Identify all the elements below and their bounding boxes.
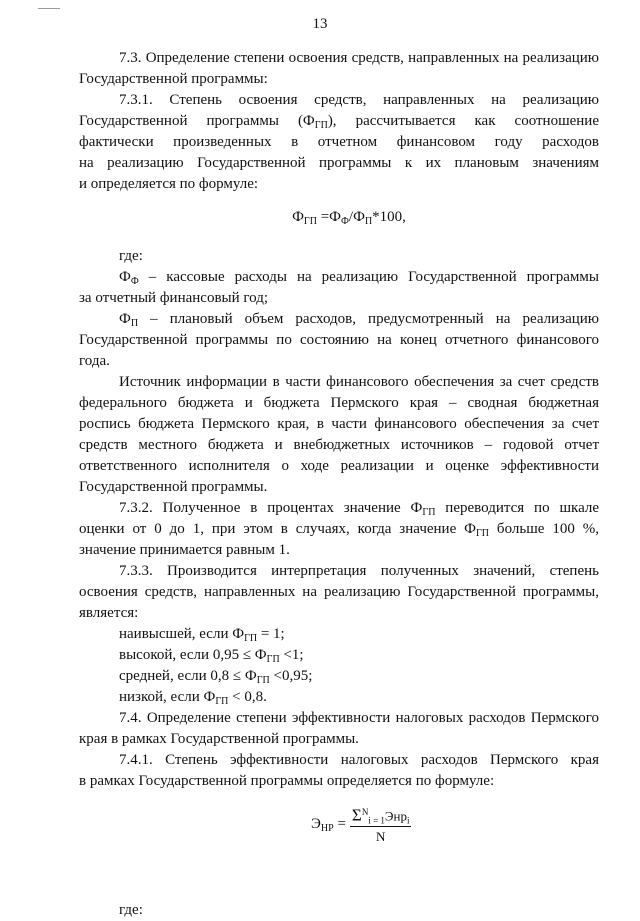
def-ff-line2: за отчетный финансовый год; <box>79 290 269 306</box>
para-7-3-2-line2: оценки от 0 до 1, при этом в случаях, когда значение $Ф_{ГП}$ больше 100 %, <box>79 521 599 539</box>
para-7-3-3-line2: освоения средств, направленных на реализацию Государственной программы, <box>79 584 599 600</box>
source-line6: Государственной программы. <box>79 479 268 495</box>
source-line5: ответственного исполнителя о ходе реализации и оценке эффективности <box>79 458 599 474</box>
level-highest: наивысшей, если $Ф_{ГП} = 1$; <box>119 626 285 644</box>
formula-enr-numerator: $\Sigma^N_{i = 1}Энр_i$ <box>351 805 410 826</box>
def-fp-line3: года. <box>79 353 110 369</box>
formula-enr-lhs: $Э_{НР}$ = <box>311 816 346 835</box>
section-7-4-line2: края в рамках Государственной программы. <box>79 731 359 747</box>
para-7-3-3-line3: является: <box>79 605 139 621</box>
para-7-3-3-line1: 7.3.3. Производится интерпретация полученных значений, степень <box>119 563 599 579</box>
para-7-3-2-line3: значение принимается равным 1. <box>79 542 290 558</box>
source-line2: федерального бюджета и бюджета Пермского края – сводная бюджетная <box>79 395 599 411</box>
def-fp-line2: Государственной программы по состоянию на конец отчетного финансового <box>79 332 599 348</box>
formula-enr-denominator: N <box>376 829 386 845</box>
para-7-3-1-line3: фактически произведенных в отчетном финансовом году расходов <box>79 134 599 150</box>
level-high: высокой, если $0,95 \le Ф_{ГП} <1$; <box>119 647 304 665</box>
formula-enr <box>79 804 599 874</box>
scan-corner-mark <box>38 8 60 9</box>
def-fp-line1: $Ф_П$ – плановый объем расходов, предусмотренный на реализацию <box>119 311 599 329</box>
para-7-3-1-line2: Государственной программы $(Ф_{ГП})$, рассчитывается как соотношение <box>79 113 599 131</box>
def-ff-line1: $Ф_Ф$ – кассовые расходы на реализацию Государственной программы <box>119 269 599 287</box>
section-7-3-title-line1: 7.3. Определение степени освоения средств, направленных на реализацию <box>119 50 599 66</box>
where-label-2: где: <box>119 902 143 918</box>
formula-fgp: $Ф_{ГП} =Ф_Ф/Ф_П*100$, <box>292 209 406 227</box>
page-number: 13 <box>312 16 328 32</box>
source-line3: роспись бюджета Пермского края, в части финансового обеспечения за счет <box>79 416 599 432</box>
source-line4: средств местного бюджета и внебюджетных источников – годовой отчет <box>79 437 599 453</box>
source-line1: Источник информации в части финансового обеспечения за счет средств <box>119 374 599 390</box>
para-7-3-1-line1: 7.3.1. Степень освоения средств, направленных на реализацию <box>119 92 599 108</box>
section-7-3-title-line2: Государственной программы: <box>79 71 268 87</box>
para-7-3-1-line5: и определяется по формуле: <box>79 176 259 192</box>
where-label-1: где: <box>119 248 143 264</box>
para-7-3-2-line1: 7.3.2. Полученное в процентах значение $Ф_{ГП}$ переводится по шкале <box>119 500 599 518</box>
para-7-4-1-line1: 7.4.1. Степень эффективности налоговых расходов Пермского края <box>119 752 599 768</box>
para-7-4-1-line2: в рамках Государственной программы определяется по формуле: <box>79 773 495 789</box>
level-low: низкой, если $Ф_{ГП} < 0,8$. <box>119 689 267 707</box>
para-7-3-1-line4: на реализацию Государственной программы к их плановым значениям <box>79 155 599 171</box>
level-medium: средней, если $0,8 \le Ф_{ГП} <0,95$; <box>119 668 313 686</box>
document-body <box>79 48 599 921</box>
section-7-4-line1: 7.4. Определение степени эффективности налоговых расходов Пермского <box>119 710 599 726</box>
